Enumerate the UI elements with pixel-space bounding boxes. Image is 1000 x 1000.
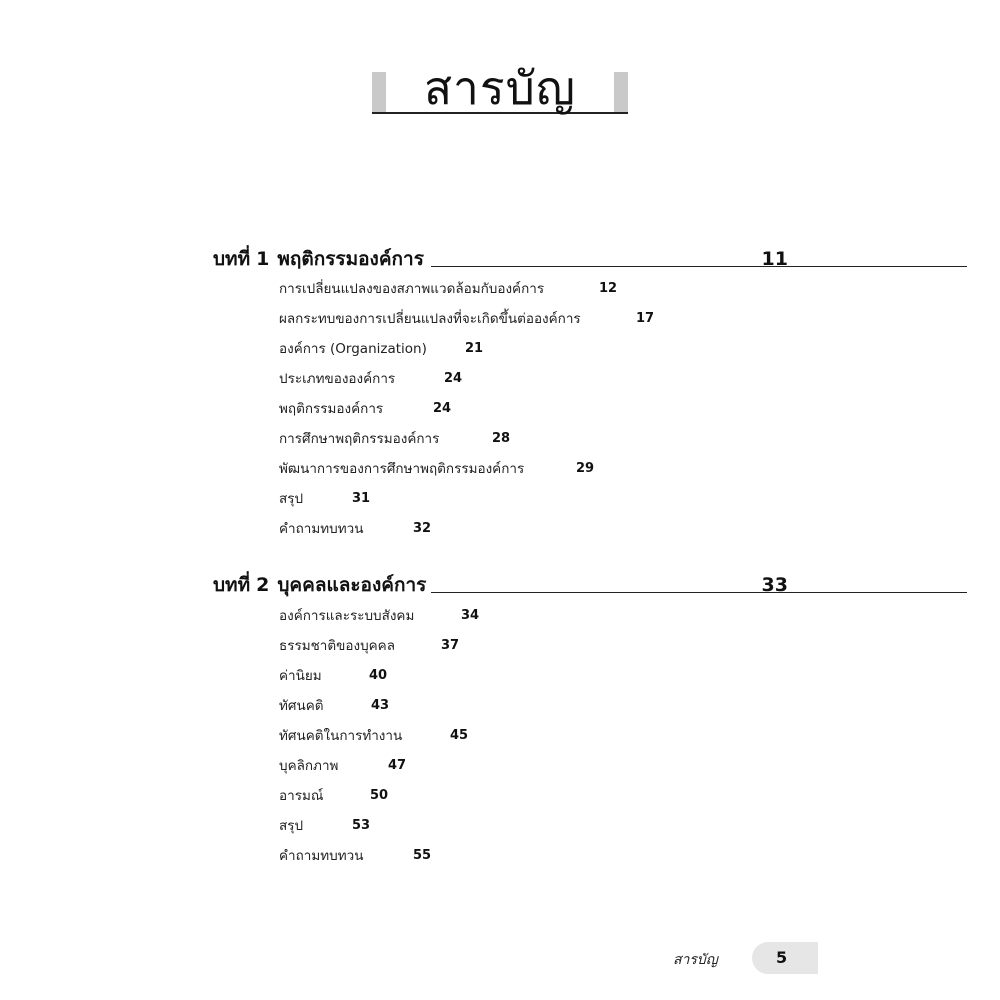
toc-entry-page: 29 xyxy=(576,461,595,476)
toc-entry[interactable] xyxy=(279,278,618,300)
toc-entry-title: ทัศนคติในการทำงาน xyxy=(279,728,403,744)
title-decor-bar-right xyxy=(614,72,628,112)
toc-entry-title: ทัศนคติ xyxy=(279,698,324,714)
toc-entry-title: การศึกษาพฤติกรรมองค์การ xyxy=(279,431,440,447)
toc-entry-page: 21 xyxy=(465,341,484,356)
toc-entry-page: 40 xyxy=(369,668,388,683)
toc-entry-title: สรุป xyxy=(279,818,304,834)
toc-entry-page: 12 xyxy=(599,281,618,296)
toc-entry[interactable] xyxy=(279,458,595,480)
toc-entry-title: องค์การและระบบสังคม xyxy=(279,608,415,624)
toc-entry[interactable] xyxy=(279,368,463,390)
toc-entry-page: 17 xyxy=(636,311,655,326)
toc-entry-page: 45 xyxy=(450,728,469,743)
toc-entry-title: อารมณ์ xyxy=(279,788,324,804)
toc-entry[interactable] xyxy=(279,518,432,540)
page-title: สารบัญ xyxy=(423,61,576,115)
toc-entry[interactable] xyxy=(279,398,452,420)
chapter-page-number: 11 xyxy=(761,248,788,270)
toc-entry-title: ค่านิยม xyxy=(279,668,322,684)
toc-entry-title: พัฒนาการของการศึกษาพฤติกรรมองค์การ xyxy=(279,461,525,477)
toc-entry-page: 43 xyxy=(371,698,390,713)
toc-entry-title: องค์การ (Organization) xyxy=(279,341,427,357)
toc-entry-page: 47 xyxy=(388,758,407,773)
toc-entry-page: 31 xyxy=(352,491,371,506)
toc-entry[interactable] xyxy=(279,665,388,687)
toc-entry[interactable] xyxy=(279,428,511,450)
toc-entry[interactable] xyxy=(279,725,469,747)
toc-entry-page: 24 xyxy=(444,371,463,386)
toc-entry-page: 32 xyxy=(413,521,432,536)
toc-entry-title: คำถามทบทวน xyxy=(279,521,364,537)
toc-entry[interactable] xyxy=(279,635,460,657)
toc-entry-title: ประเภทขององค์การ xyxy=(279,371,396,387)
toc-entry-page: 55 xyxy=(413,848,432,863)
toc-entry[interactable] xyxy=(279,845,432,867)
toc-entry[interactable] xyxy=(279,605,480,627)
toc-entry-title: ผลกระทบของการเปลี่ยนแปลงที่จะเกิดขึ้นต่อองค์การ xyxy=(279,311,581,327)
toc-entry-page: 28 xyxy=(492,431,511,446)
chapter-heading-1[interactable] xyxy=(213,246,788,276)
page-title-block xyxy=(372,61,628,115)
toc-entry[interactable] xyxy=(279,815,371,837)
toc-entry-page: 24 xyxy=(433,401,452,416)
toc-entry[interactable] xyxy=(279,755,407,777)
toc-entry-page: 34 xyxy=(461,608,480,623)
toc-entry[interactable] xyxy=(279,338,484,360)
toc-entry[interactable] xyxy=(279,785,389,807)
chapter-heading-label: บทที่ 2 บุคคลและองค์การ xyxy=(213,574,427,596)
toc-entry-title: บุคลิกภาพ xyxy=(279,758,339,774)
footer-section-label: สารบัญ xyxy=(673,952,718,968)
chapter-heading-label: บทที่ 1 พฤติกรรมองค์การ xyxy=(213,248,424,270)
toc-entry[interactable] xyxy=(279,308,655,330)
toc-entry-title: ธรรมชาติของบุคคล xyxy=(279,638,395,654)
chapter-leader-rule xyxy=(431,592,967,593)
toc-entry-page: 53 xyxy=(352,818,371,833)
toc-entry-title: การเปลี่ยนแปลงของสภาพแวดล้อมกับองค์การ xyxy=(279,281,545,297)
toc-entry[interactable] xyxy=(279,488,371,510)
toc-entry-page: 50 xyxy=(370,788,389,803)
toc-entry-title: พฤติกรรมองค์การ xyxy=(279,401,384,417)
chapter-leader-rule xyxy=(431,266,967,267)
toc-entry-title: สรุป xyxy=(279,491,304,507)
toc-entry[interactable] xyxy=(279,695,390,717)
chapter-heading-2[interactable] xyxy=(213,572,788,602)
toc-entry-title: คำถามทบทวน xyxy=(279,848,364,864)
footer-page-number: 5 xyxy=(776,948,788,967)
chapter-page-number: 33 xyxy=(761,574,788,596)
toc-entry-page: 37 xyxy=(441,638,460,653)
